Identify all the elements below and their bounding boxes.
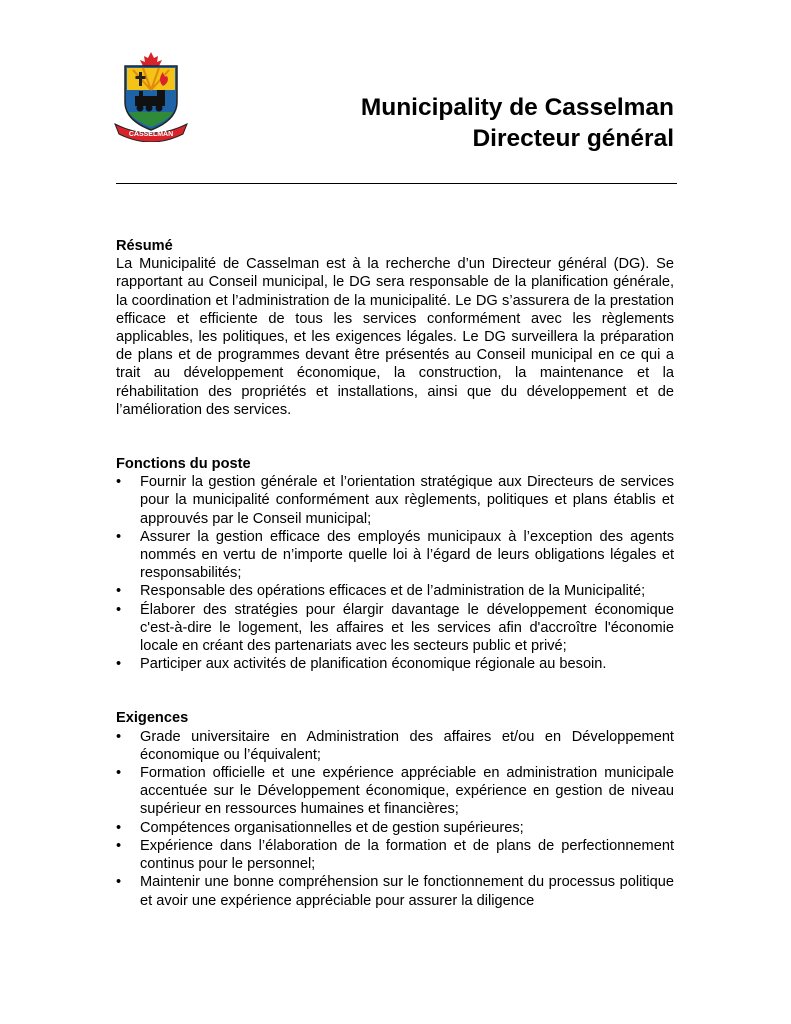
title-municipality: Municipality de Casselman [360,94,674,121]
logo-banner-text: CASSELMAN [128,131,174,138]
casselman-coat-of-arms-logo [113,50,189,142]
list-item: • Participer aux activités de planification économique régionale au besoin. [116,656,607,673]
resume-paragraph: La Municipalité de Casselman est à la recherche d’un Directeur général (DG). Se rapportant au Conseil municipal, le DG sera responsable de la planification générale, la coordination et l’administration de la municipalité. Le DG s’assurera de la prestation efficace et efficiente de tous les services conformément avec les règlements applicables, les politiques, et les exigences légales. Le DG surveillera la préparation de plans et de programmes devant être présentés au Conseil municipal en ce qui a trait au développement économique, la construction, la maintenance et la réhabilitation des propriétés et installations, ainsi que du développement et de l’amélioration des services. [116,256,674,418]
title-position: Directeur général [472,125,674,152]
fonctions-section [116,455,674,673]
bullet-icon: • [116,728,122,745]
list-item: • Responsable des opérations efficaces et de l’administration de la Municipalité; [116,583,646,600]
list-item: • Compétences organisationnelles et de gestion supérieures; [116,819,524,836]
resume-section [116,237,674,419]
list-item: • Formation officielle et une expérience appréciable en administration municipale accentuée sur le Développement économique, expérience en gestion de niveau supérieur en ressources humaines et financières; [116,765,674,818]
bullet-icon: • [116,528,122,545]
header-divider [116,183,677,184]
bullet-icon: • [116,656,122,673]
exigences-list [116,728,674,910]
list-item: • Élaborer des stratégies pour élargir davantage le développement économique c'est-à-dire le logement, les affaires et les services afin d'accroître l'économie locale en créant des partenariats avec les secteurs public et privé; [116,601,674,655]
fonctions-list [116,473,674,673]
fonctions-heading: Fonctions du poste [116,456,251,473]
bullet-icon: • [116,765,122,782]
bullet-icon: • [116,837,122,854]
bullet-icon: • [116,819,122,836]
document-title [361,92,674,154]
list-item: • Maintenir une bonne compréhension sur le fonctionnement du processus politique et avoir une expérience appréciable pour assurer la diligence [116,874,674,909]
document-body [116,237,674,910]
list-item: • Expérience dans l’élaboration de la formation et de plans de perfectionnement continus pour le personnel; [116,837,674,873]
bullet-icon: • [116,474,122,491]
bullet-icon: • [116,874,122,891]
list-item: • Grade universitaire en Administration des affaires et/ou en Développement économique ou l’équivalent; [116,728,674,763]
bullet-icon: • [116,583,122,600]
bullet-icon: • [116,601,122,618]
list-item: • Fournir la gestion générale et l’orientation stratégique aux Directeurs de services pour la municipalité conformément aux règlements, politiques et plans établis et approuvés par le Conseil municipal; [116,474,674,527]
resume-heading: Résumé [116,238,173,254]
exigences-section [116,709,674,909]
list-item: • Assurer la gestion efficace des employés municipaux à l’exception des agents nommés en vertu de n’importe quelle loi à l’égard de leurs obligations légales et responsabilités; [116,528,674,582]
exigences-heading: Exigences [116,710,189,727]
